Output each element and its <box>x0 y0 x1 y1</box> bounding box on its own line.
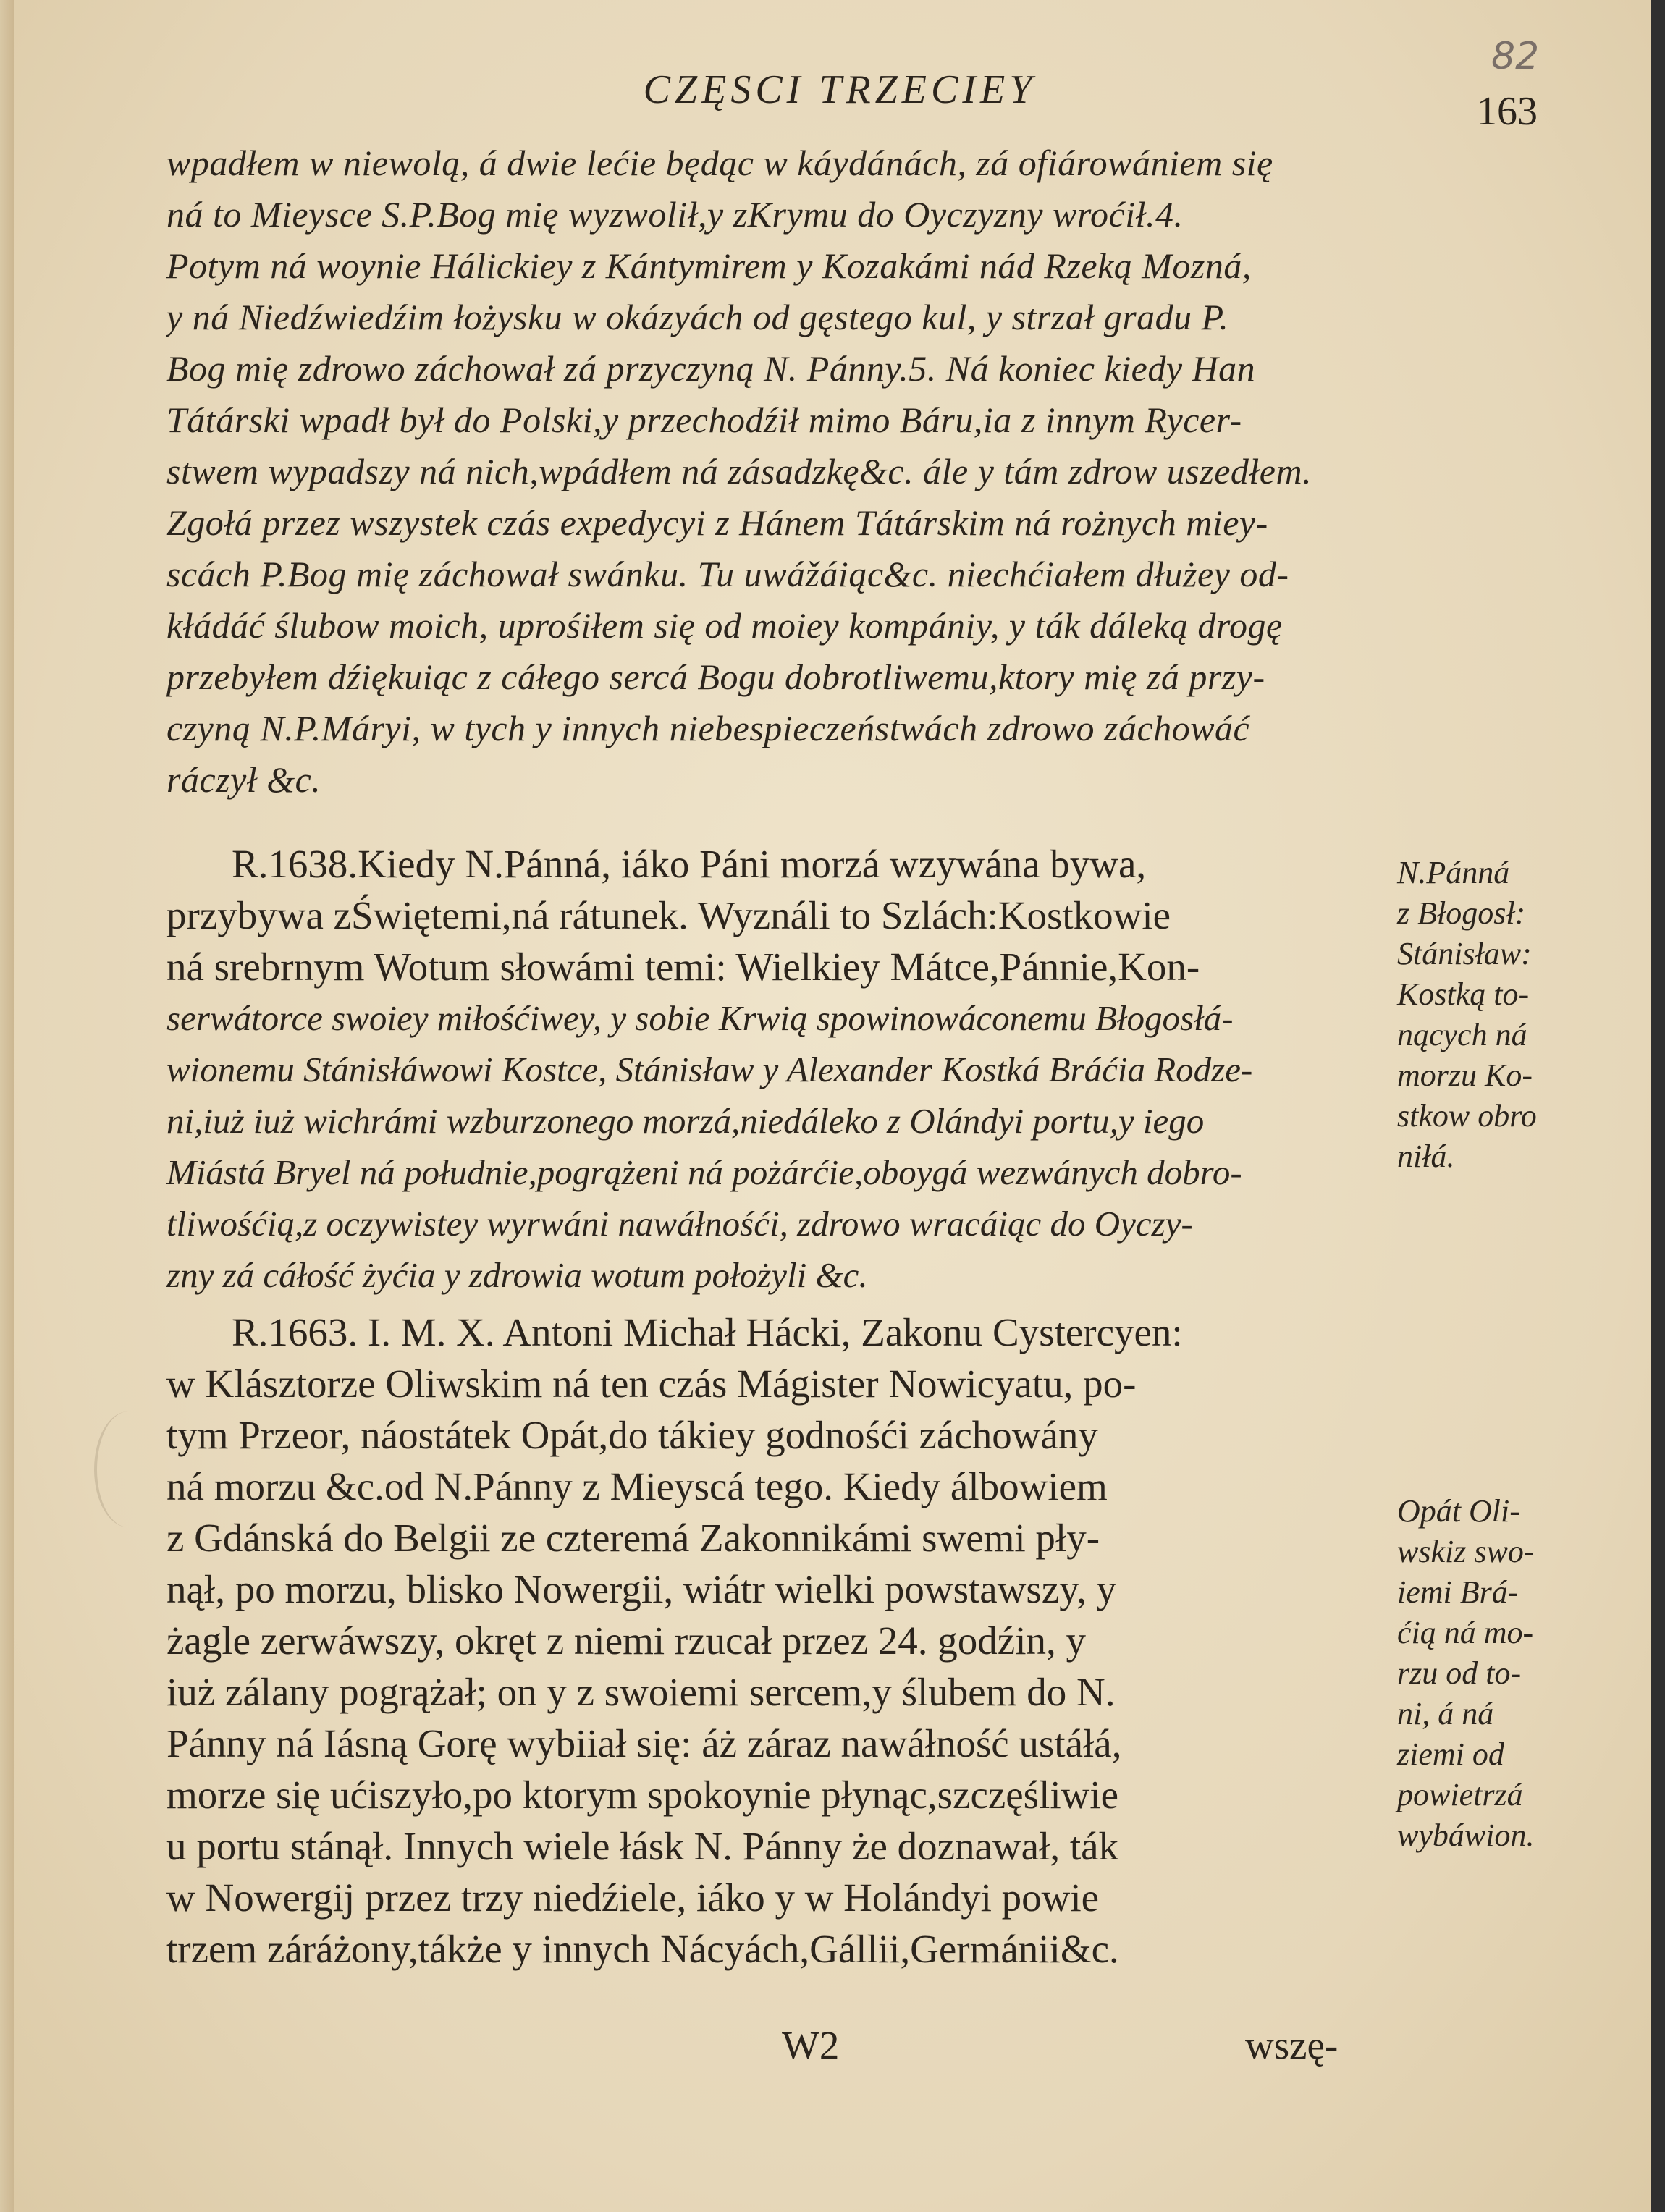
text-line: ná morzu &c.od N.Pánny z Mieyscá tego. Kiedy álbowiem <box>166 1464 1108 1508</box>
adjacent-page-edge <box>0 0 14 2212</box>
text-line: morze się ućiszyło,po ktorym spokoynie płynąc,szczęśliwie <box>166 1773 1119 1817</box>
margin-note-line: morzu Ko- <box>1397 1058 1533 1093</box>
margin-note-line: Opát Oli- <box>1397 1493 1520 1529</box>
text-line: Miástá Bryel ná południe,pogrążeni ná pożárćie,oboygá wezwánych dobro- <box>166 1152 1242 1192</box>
text-line: przebyłem dźiękuiąc z cáłego sercá Bogu dobrotliwemu,ktory mię zá przy- <box>166 657 1265 697</box>
margin-note-line: stkow obro <box>1397 1098 1537 1134</box>
text-line: Zgołá przez wszystek czás expedycyi z Hánem Tátárskim ná rożnych miey- <box>166 502 1268 543</box>
paragraph-2 <box>166 838 1397 1301</box>
text-line: Bog mię zdrowo záchował zá przyczyną N. Pánny.5. Ná koniec kiedy Han <box>166 348 1256 389</box>
text-line: w Nowergij przez trzy niedźiele, iáko y w Holándyi powie <box>166 1875 1100 1920</box>
text-line: wpadłem w niewolą, á dwie lećie będąc w káydánách, zá ofiárowániem się <box>166 143 1273 183</box>
text-line: przybywa zŚwiętemi,ná rátunek. Wyználi to Szlách:Kostkowie <box>166 893 1171 937</box>
margin-note-line: powietrzá <box>1397 1777 1523 1812</box>
text-line: Potym ná woynie Hálickiey z Kántymirem y Kozakámi nád Rzeką Mozná, <box>166 245 1252 286</box>
text-line: R.1638.Kiedy N.Pánná, iáko Páni morzá wzywána bywa, <box>232 842 1147 886</box>
text-line: serwátorce swoiey miłośćiwey, y sobie Krwią spowinowáconemu Błogosłá- <box>166 998 1234 1038</box>
text-line: nął, po morzu, blisko Nowergii, wiátr wielki powstawszy, y <box>166 1567 1117 1611</box>
margin-note-line: wybáwion. <box>1397 1818 1535 1853</box>
margin-note-line: rzu od to- <box>1397 1655 1522 1691</box>
page-number: 163 <box>1477 89 1538 134</box>
margin-note-2 <box>1397 1491 1614 1856</box>
text-line: stwem wypadszy ná nich,wpádłem ná zásadzkę&c. ále y tám zdrow uszedłem. <box>166 451 1312 491</box>
text-line: tym Przeor, náostátek Opát,do tákiey godnośći záchowány <box>166 1413 1098 1457</box>
text-line: z Gdánská do Belgii ze czteremá Zakonnikámi swemi pły- <box>166 1516 1100 1560</box>
margin-note-line: wskiz swo- <box>1397 1534 1535 1569</box>
text-line: iuż zálany pogrążał; on y z swoiemi sercem,y ślubem do N. <box>166 1670 1116 1714</box>
ink-bleed-mark <box>94 1411 162 1527</box>
text-line: ni,iuż iuż wichrámi wzburzonego morzá,niedáleko z Olándyi portu,y iego <box>166 1101 1205 1141</box>
margin-note-line: niłá. <box>1397 1139 1455 1174</box>
margin-note-1 <box>1397 853 1614 1177</box>
signature-mark: W2 <box>782 2023 840 2067</box>
text-line: Tátárski wpadł był do Polski,y przechodźił mimo Báru,ia z innym Rycer- <box>166 400 1242 440</box>
text-line: wionemu Stánisłáwowi Kostce, Stánisław y Alexander Kostká Bráćia Rodze- <box>166 1050 1253 1089</box>
margin-note-line: N.Pánná <box>1397 855 1510 890</box>
text-line: y ná Niedźwiedźim łożysku w okázyách od gęstego kul, y strzał gradu P. <box>166 297 1229 337</box>
text-line: trzem záráżony,tákże y innych Nácyách,Gállii,Germánii&c. <box>166 1927 1119 1971</box>
margin-note-line: nących ná <box>1397 1017 1527 1052</box>
margin-note-line: Kostką to- <box>1397 976 1530 1012</box>
text-line: kłádáć ślubow moich, uprośiłem się od moiey kompániy, y ták dáleką drogę <box>166 605 1283 646</box>
text-line: Pánny ná Iásną Gorę wybiiał się: áż záraz nawáłność ustáłá, <box>166 1721 1122 1765</box>
text-line: w Klásztorze Oliwskim ná ten czás Mágister Nowicyatu, po- <box>166 1362 1137 1406</box>
text-line: u portu stánął. Innych wiele łásk N. Pánny że doznawał, ták <box>166 1824 1119 1868</box>
text-line: ná to Mieysce S.P.Bog mię wyzwolił,y zKrymu do Oyczyzny wroćił.4. <box>166 194 1184 235</box>
paragraph-1 <box>166 138 1397 806</box>
paragraph-3 <box>166 1306 1397 1975</box>
margin-note-line: ziemi od <box>1397 1736 1504 1772</box>
book-page <box>14 0 1651 2212</box>
text-line: zny zá cáłość żyćia y zdrowia wotum położyli &c. <box>166 1255 868 1295</box>
text-line: ráczył &c. <box>166 759 321 800</box>
text-line: czyną N.P.Máryi, w tych y innych niebespieczeństwách zdrowo záchowáć <box>166 708 1250 748</box>
margin-note-line: ćią ná mo- <box>1397 1615 1534 1650</box>
margin-note-line: z Błogosł: <box>1397 895 1526 931</box>
text-line: R.1663. I. M. X. Antoni Michał Hácki, Zakonu Cystercyen: <box>232 1310 1183 1354</box>
text-line: ná srebrnym Wotum słowámi temi: Wielkiey Mátce,Pánnie,Kon- <box>166 945 1200 989</box>
margin-note-line: iemi Brá- <box>1397 1574 1519 1610</box>
pencil-folio-number: 82 <box>1491 35 1540 78</box>
margin-note-line: ni, á ná <box>1397 1696 1494 1731</box>
text-line: tliwośćią,z oczywistey wyrwáni nawáłnośći, zdrowo wracáiąc do Oyczy- <box>166 1204 1193 1244</box>
text-line: scách P.Bog mię záchował swánku. Tu uwážáiąc&c. niechćiałem dłużey od- <box>166 554 1289 594</box>
margin-note-line: Stánisław: <box>1397 936 1532 971</box>
scan-background-edge <box>1651 0 1665 2212</box>
catchword: wszę- <box>1245 2023 1339 2067</box>
text-line: żagle zerwáwszy, okręt z niemi rzucał przez 24. godźin, y <box>166 1618 1086 1663</box>
running-head: CZĘSCI TRZECIEY <box>643 67 1037 112</box>
